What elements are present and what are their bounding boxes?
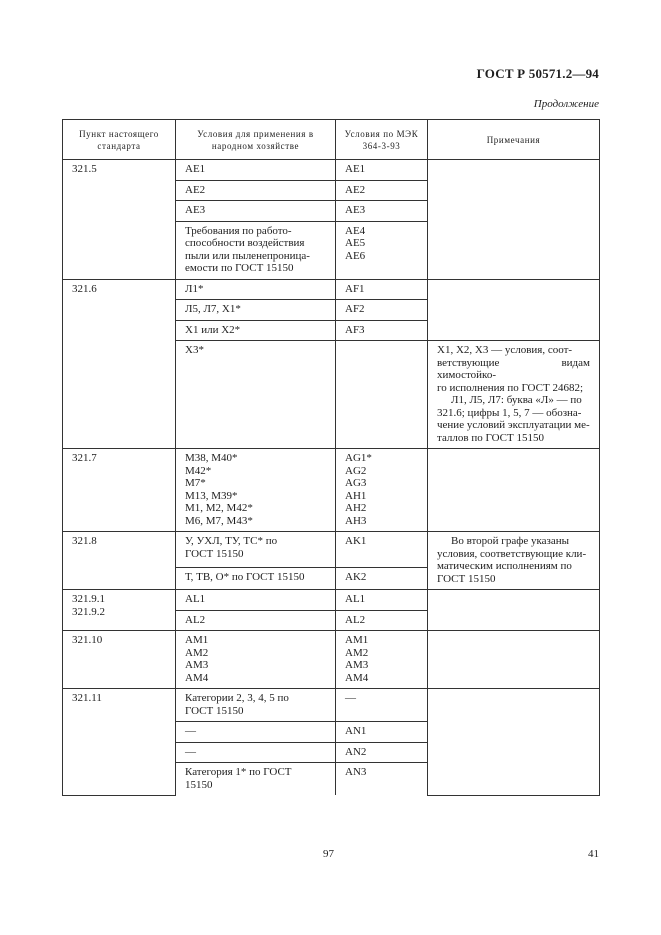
iec-code: AE2 <box>345 183 366 196</box>
condition-line: У, УХЛ, ТУ, ТС* по <box>185 535 278 547</box>
point-cell <box>63 532 176 590</box>
note-line: условия, соответствующие кли- <box>437 547 587 560</box>
condition-line: М42* <box>185 464 212 477</box>
condition-cell <box>176 201 336 222</box>
iec-code: AE4 <box>345 224 366 237</box>
table-row <box>63 449 600 532</box>
page-number-right: 41 <box>588 848 599 860</box>
point-cell <box>63 590 176 631</box>
iec-cell <box>336 279 428 300</box>
iec-code: AF2 <box>345 303 365 315</box>
point-cell <box>63 631 176 689</box>
point-cell <box>63 689 176 796</box>
table-body <box>63 160 600 796</box>
iec-cell <box>336 341 428 449</box>
condition-line: ГОСТ 15150 <box>185 704 244 717</box>
point-number: 321.6 <box>72 282 97 295</box>
point-number: 321.5 <box>72 163 97 175</box>
note-line: го исполнения по ГОСТ 24682; <box>437 381 584 394</box>
iec-cell <box>336 320 428 341</box>
iec-code: AG3 <box>345 477 367 489</box>
table-row <box>63 279 600 300</box>
condition-line: М6, М7, М43* <box>185 514 253 527</box>
iec-code: AE6 <box>345 249 366 262</box>
table-row <box>63 590 600 611</box>
condition-line: емости по ГОСТ 15150 <box>185 262 294 274</box>
iec-code: AN2 <box>345 745 367 758</box>
column-header-point: Пункт настоящего стандарта <box>63 120 176 160</box>
condition-cell <box>176 160 336 181</box>
condition-cell <box>176 449 336 532</box>
iec-code: AH2 <box>345 502 367 514</box>
note-line: 321.6; цифры 1, 5, 7 — обозна- <box>437 406 582 419</box>
iec-code: AH1 <box>345 489 367 502</box>
note-cell <box>428 689 600 796</box>
iec-code: AF3 <box>345 323 365 336</box>
condition-line: М1, М2, М42* <box>185 502 253 514</box>
condition-line: Х3* <box>185 344 204 356</box>
note-line: матическим исполнениям по <box>437 560 572 572</box>
condition-line: Т, ТВ, О* по ГОСТ 15150 <box>185 570 305 583</box>
point-cell <box>63 449 176 532</box>
condition-line: — <box>185 725 196 737</box>
iec-cell <box>336 221 428 279</box>
table-row <box>63 689 600 722</box>
note-cell <box>428 160 600 280</box>
point-cell <box>63 279 176 449</box>
note-cell <box>428 449 600 532</box>
table-row <box>63 532 600 568</box>
iec-code: AM4 <box>345 671 369 684</box>
condition-line: AM4 <box>185 671 209 684</box>
iec-cell <box>336 763 428 796</box>
condition-cell <box>176 590 336 611</box>
condition-line: Л5, Л7, Х1* <box>185 303 241 315</box>
condition-cell <box>176 180 336 201</box>
conditions-table <box>62 119 600 796</box>
page-number-center: 97 <box>323 848 334 860</box>
iec-code <box>345 344 418 357</box>
point-number: 321.11 <box>72 692 102 704</box>
iec-code: AE5 <box>345 237 366 249</box>
condition-cell <box>176 300 336 321</box>
continuation-label: Продолжение <box>533 98 599 110</box>
note-line: Л1, Л5, Л7: буква «Л» — по <box>451 394 582 406</box>
iec-cell <box>336 567 428 589</box>
note-cell <box>428 341 600 449</box>
iec-code: AN3 <box>345 766 367 778</box>
note-line: таллов по ГОСТ 15150 <box>437 431 544 444</box>
iec-code: AG2 <box>345 464 367 477</box>
iec-code: AK1 <box>345 535 367 547</box>
iec-code: AM1 <box>345 634 369 646</box>
iec-code: AK2 <box>345 570 367 583</box>
note-cell <box>428 631 600 689</box>
condition-cell <box>176 722 336 743</box>
point-number: 321.10 <box>72 634 103 646</box>
iec-cell <box>336 180 428 201</box>
iec-cell <box>336 689 428 722</box>
iec-cell <box>336 160 428 181</box>
table-row <box>63 631 600 689</box>
iec-cell <box>336 610 428 631</box>
condition-line: Категории 2, 3, 4, 5 по <box>185 692 289 704</box>
condition-cell <box>176 221 336 279</box>
condition-line: Л1* <box>185 282 204 295</box>
note-cell <box>428 279 600 341</box>
condition-line: AE2 <box>185 183 206 196</box>
iec-code: — <box>345 692 356 704</box>
iec-code: AL2 <box>345 613 366 626</box>
table-row <box>63 160 600 181</box>
iec-cell <box>336 742 428 763</box>
point-number: 321.9.1 <box>72 593 105 605</box>
iec-code: AN1 <box>345 725 367 737</box>
condition-cell <box>176 532 336 568</box>
iec-code: AM2 <box>345 646 369 659</box>
condition-line: М13, М39* <box>185 489 238 502</box>
condition-line: М7* <box>185 477 206 489</box>
condition-line: — <box>185 745 196 758</box>
condition-line: Категория 1* по ГОСТ <box>185 766 292 778</box>
note-line: Во второй графе указаны <box>451 535 570 547</box>
condition-cell <box>176 631 336 689</box>
condition-line: Х1 или Х2* <box>185 323 241 336</box>
condition-cell <box>176 320 336 341</box>
condition-line: Требования по работо- <box>185 224 292 237</box>
iec-cell <box>336 532 428 568</box>
iec-code: AM3 <box>345 659 369 671</box>
note-line: ветствующие видам химостойко- <box>437 356 590 381</box>
iec-cell <box>336 722 428 743</box>
note-cell <box>428 590 600 631</box>
condition-cell <box>176 567 336 589</box>
column-header-notes: Примечания <box>428 120 600 160</box>
iec-cell <box>336 300 428 321</box>
condition-line: AL1 <box>185 593 206 605</box>
note-line: Х1, Х2, Х3 — условия, соот- <box>437 344 573 356</box>
condition-line: способности воздействия <box>185 237 305 249</box>
iec-cell <box>336 590 428 611</box>
iec-code: AF1 <box>345 282 365 295</box>
condition-line: AE3 <box>185 204 206 216</box>
column-header-conditions: Условия для применения в народном хозяйстве <box>176 120 336 160</box>
condition-line: ГОСТ 15150 <box>185 547 244 560</box>
condition-line: пыли или пыленепроница- <box>185 249 310 262</box>
note-line: чение условий эксплуатации ме- <box>437 419 590 431</box>
condition-line: AL2 <box>185 613 206 626</box>
table-header-row <box>63 120 600 160</box>
condition-cell <box>176 742 336 763</box>
document-number: ГОСТ Р 50571.2—94 <box>476 66 599 81</box>
condition-line: AM1 <box>185 634 209 646</box>
condition-line: AM3 <box>185 659 209 671</box>
iec-code: AE3 <box>345 204 366 216</box>
condition-cell <box>176 341 336 449</box>
iec-code: AG1* <box>345 452 372 464</box>
iec-cell <box>336 631 428 689</box>
iec-code: AH3 <box>345 514 367 527</box>
note-cell <box>428 532 600 590</box>
point-number: 321.7 <box>72 452 97 464</box>
point-number: 321.8 <box>72 535 97 547</box>
condition-line: М38, М40* <box>185 452 238 464</box>
iec-code: AE1 <box>345 163 366 175</box>
condition-cell <box>176 279 336 300</box>
note-line: ГОСТ 15150 <box>437 572 496 585</box>
iec-code: AL1 <box>345 593 366 605</box>
condition-cell <box>176 763 336 796</box>
point-number: 321.9.2 <box>72 605 105 618</box>
condition-cell <box>176 689 336 722</box>
point-cell <box>63 160 176 280</box>
condition-cell <box>176 610 336 631</box>
iec-cell <box>336 201 428 222</box>
iec-cell <box>336 449 428 532</box>
condition-line: AE1 <box>185 163 206 175</box>
condition-line: AM2 <box>185 646 209 659</box>
column-header-iec: Условия по МЭК 364-3-93 <box>336 120 428 160</box>
condition-line: 15150 <box>185 778 213 791</box>
